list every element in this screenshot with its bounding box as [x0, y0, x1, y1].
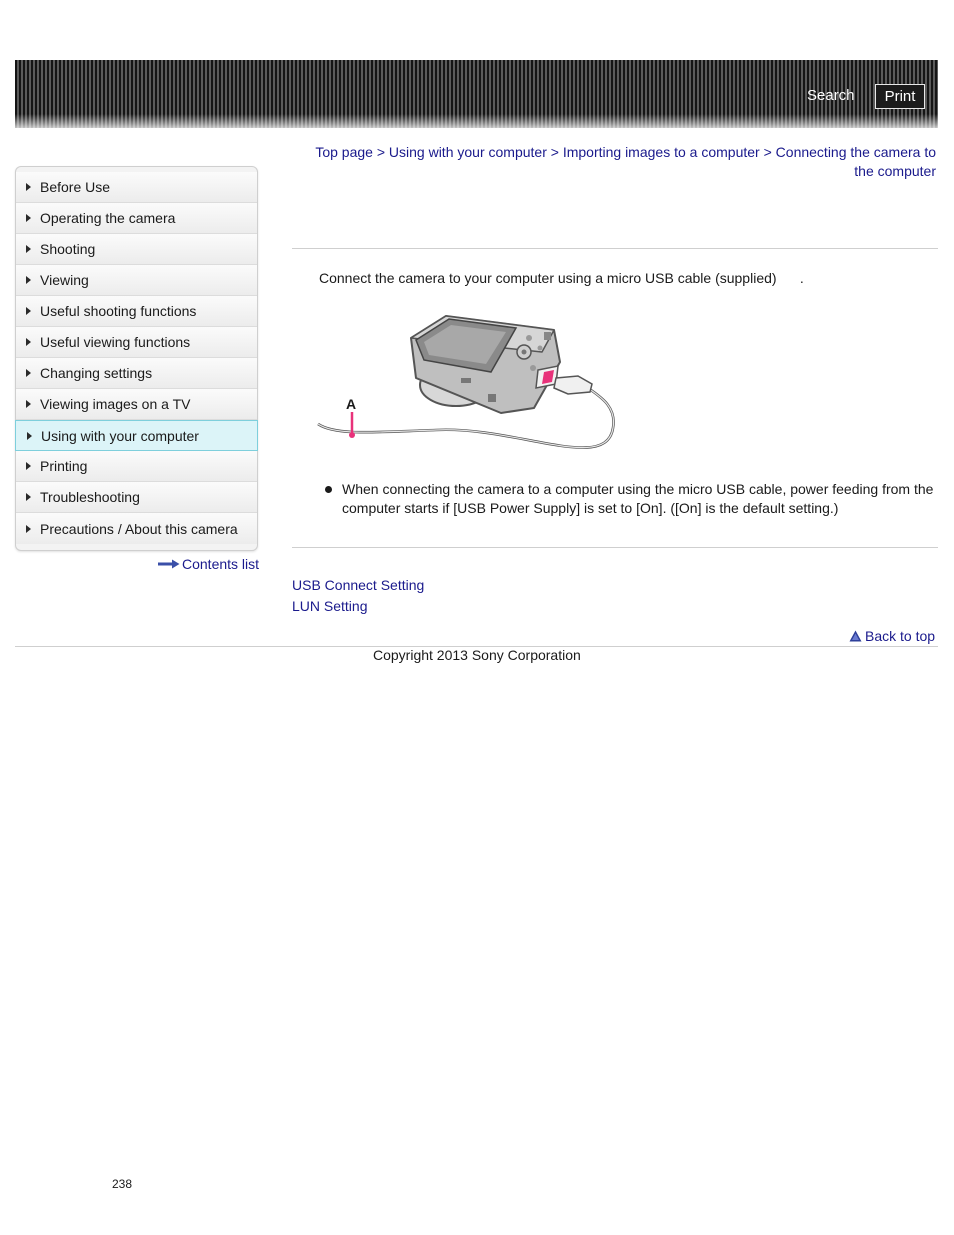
up-triangle-icon — [849, 630, 862, 642]
arrow-right-icon — [26, 338, 31, 346]
print-button[interactable]: Print — [875, 84, 925, 109]
sidebar-item-troubleshooting[interactable] — [16, 482, 257, 513]
sidebar-item-useful-shooting-functions[interactable] — [16, 296, 257, 327]
divider — [292, 248, 938, 249]
arrow-right-icon — [26, 214, 31, 222]
arrow-right-icon — [26, 245, 31, 253]
arrow-right-icon — [27, 432, 32, 440]
arrow-right-icon — [26, 183, 31, 191]
sidebar-item-label: Before Use — [40, 179, 111, 195]
sidebar-item-viewing-images-on-a-tv[interactable] — [16, 389, 257, 420]
sidebar-item-useful-viewing-functions[interactable] — [16, 327, 257, 358]
sidebar-item-label: Operating the camera — [40, 210, 176, 226]
related-link-lun-setting[interactable]: LUN Setting — [292, 598, 368, 614]
bullet-icon — [325, 486, 332, 493]
related-link-usb-connect-setting[interactable]: USB Connect Setting — [292, 577, 425, 593]
breadcrumb — [300, 143, 936, 181]
sidebar-item-label: Precautions / About this camera — [40, 520, 238, 537]
sidebar-item-viewing[interactable] — [16, 265, 257, 296]
arrow-right-icon — [26, 493, 31, 501]
breadcrumb-separator: > — [550, 144, 559, 160]
sidebar-item-label: Changing settings — [40, 365, 153, 381]
sidebar-item-label: Using with your computer — [41, 427, 199, 444]
intro-text: Connect the camera to your computer using a micro USB cable (supplied) . — [319, 270, 804, 286]
contents-list-label: Contents list — [182, 556, 260, 572]
page-number: 238 — [112, 1177, 133, 1191]
sidebar-item-shooting[interactable] — [16, 234, 257, 265]
sidebar-item-precautions[interactable] — [16, 513, 257, 544]
contents-list-link[interactable] — [158, 556, 259, 572]
breadcrumb-top-page[interactable]: Top page — [315, 144, 373, 160]
figure-label-a: A — [346, 396, 357, 412]
breadcrumb-separator: > — [763, 144, 772, 160]
breadcrumb-using-with-your-computer[interactable]: Using with your computer — [388, 144, 547, 160]
arrow-right-icon — [26, 462, 31, 470]
back-to-top-label: Back to top — [865, 628, 936, 644]
sidebar-item-printing[interactable] — [16, 451, 257, 482]
back-to-top-link[interactable] — [849, 628, 935, 644]
arrow-right-icon — [26, 369, 31, 377]
sidebar-item-using-with-your-computer[interactable] — [15, 420, 258, 451]
search-link[interactable]: Search — [807, 87, 855, 104]
divider — [292, 547, 938, 548]
breadcrumb-connecting-the-camera[interactable]: Connecting the camera to the computer — [775, 144, 936, 179]
arrow-right-icon — [26, 276, 31, 284]
sidebar-item-label: Useful shooting functions — [40, 303, 197, 319]
breadcrumb-importing-images[interactable]: Importing images to a computer — [562, 144, 760, 160]
arrow-right-icon — [26, 400, 31, 408]
sidebar-item-label: Viewing images on a TV — [40, 396, 191, 412]
sidebar-nav — [15, 166, 258, 551]
sidebar-item-label: Useful viewing functions — [40, 334, 191, 350]
arrow-right-icon — [26, 525, 31, 533]
sidebar-item-operating-the-camera[interactable] — [16, 203, 257, 234]
sidebar-item-label: Troubleshooting — [40, 489, 140, 505]
note-item — [325, 480, 937, 518]
sidebar-item-before-use[interactable] — [16, 172, 257, 203]
camera-usb-connection-illustration — [316, 308, 622, 464]
header-bar — [15, 60, 938, 128]
note-text: When connecting the camera to a computer using the micro USB cable, power feeding from the computer starts if [USB Power Supply] is set to [On]. ([On] is the default setting.) — [342, 481, 934, 516]
arrow-right-icon — [26, 307, 31, 315]
sidebar-item-label: Viewing — [40, 272, 89, 288]
sidebar-item-label: Printing — [40, 458, 88, 474]
breadcrumb-separator: > — [376, 144, 386, 160]
copyright-text: Copyright 2013 Sony Corporation — [373, 647, 581, 663]
sidebar-item-label: Shooting — [40, 241, 96, 257]
arrow-right-icon — [158, 559, 180, 569]
sidebar-item-changing-settings[interactable] — [16, 358, 257, 389]
